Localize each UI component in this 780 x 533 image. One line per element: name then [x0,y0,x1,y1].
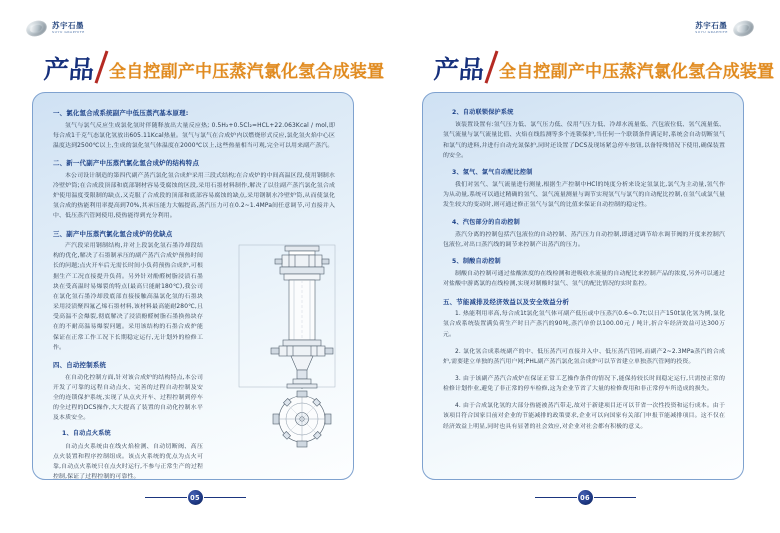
section-paragraph: 本公司设计制造的第四代副产蒸汽氯化氢合成炉采用三段式结构;在合成炉的中间高温区段,使用钢制水冷壁炉筒;在合成段顶部和底部钢材容易受腐蚀的区段,采用石墨材料制作,解决了以往副产蒸汽氯化氢合成炉使用温度受限制的缺点,又克服了合成段的顶部和底部容易腐蚀的缺点,采用钢制水冷壁炉筒,从而使氯化氢合成的热能利用率提高到70%,其承压能力大幅提高,蒸汽压力可在0.2~1.4MPa间任意调节,可直接并入中、低压蒸汽管网使用,使热能得到充分利用。 [53,172,335,220]
section-paragraph: 蒸汽分离的控制包括汽包液位的自动控制、蒸汽压力自动控制,即通过调节给水调节阀的开度来控制汽包液位,对出口蒸汽线的调节来控制产出蒸汽的压力。 [443,231,725,248]
brand-text [52,22,85,34]
section-heading: 4、汽包部分的自动控制 [452,218,520,226]
page-number-left [0,490,390,505]
section-heading: 一、氯化氢合成系统副产中低压蒸汽基本原理: [53,109,189,117]
section-heading: 三、副产中压蒸汽氯化氢合成炉的优缺点 [53,229,173,238]
brand-text [695,22,728,34]
section-heading: 5、制酸自动控制 [452,258,501,266]
section-heading: 2、自动联锁保护系统 [452,109,514,116]
company-logo-icon [24,18,49,39]
title-main: 产品 [42,55,96,84]
title-slash-icon [94,52,108,82]
right-page [390,0,780,533]
subsection-heading: 1、自动点火系统 [62,430,111,438]
synthesis-furnace-drawing [233,239,345,457]
section-block [443,219,725,251]
numbered-item: 4. 由于合成氯化氢的大部分热能被蒸汽带走,故对于新建项目还可以节省一次性投资和运行成本。由于该项目符合国家目前对企业的节能减排的政策要求,企业可以向国家有关部门申报节能减排项目。这不仅在经济效益上明显,同时也具有显著的社会效应,对企业对社会都有积极的意义。 [443,403,725,430]
brand-logo-right [695,16,754,40]
section-paragraph: 该装置设置有:氢气压力低、氯气压力低、仪用气压力低、冷却水流量低、汽包液位低、氢气流量低、氢气流量与氯气流量比值、火焰在线监测等多个连锁保护,当任何一个联锁条件满足时,系统会自动切断氢气和氯气的进料,并进行自动充氮保护,同时还设置了DCS及现场紧急停车按钮,以备特殊情况下使用,确保装置的安全。 [443,122,725,159]
section-block [443,258,725,290]
page-title-right [434,52,774,82]
section-heading: 五、节能减排及经济效益以及安全效益分析 [443,297,570,306]
company-logo-icon [731,18,756,39]
section-paragraph: 我们对氢气、氯气流量进行测量,根据生产控制中HCl的纯度分析来设定氢氯比,氯气为主动量,氢气作为从动量,系统可以通过精确的氢气、氯气流量测量与调节实现氢气与氯气的自动配比控制,在氢气或氯气量发生较大的变动时,则可通过修正氢气与氯气的比值来保证自动控制的稳定性。 [443,182,725,209]
page-number-badge: 05 [188,490,203,505]
section-paragraph: 氢气与氯气反应生成氯化氢时伴随释放出大量反应热; 0.5H₂+0.5Cl₂=HCL+22.063Kcal / mol,即每合成1千克气态氯化氢放出605.11Kcal热量。氢气与氯气在合成炉内以燃烧形式反应,氯化氢火焰中心区温度达到2500℃以上,生成的氯化氢气体温度在2000℃以上,这些热量相当可观,完全可以用来副产蒸汽。 [53,122,336,149]
title-slash-icon [484,52,498,82]
section-block [443,169,725,211]
section-heading: 四、自动控制系统 [53,360,107,369]
title-main: 产品 [432,55,486,84]
page-title-left [44,52,384,82]
section-paragraph: 在自动化控制方面,针对该合成炉的结构特点,本公司开发了可靠的远程自动点火、完善的过程自动控制及安全的连锁保护系统,实现了从点火开车、过程控制到停车的全过程的DCS操作,大大提高了装置的自动化控制水平及本质安全。 [53,374,203,422]
section-block [53,109,335,151]
brand-logo-left [26,16,85,40]
section-heading: 二、新一代副产中压蒸汽氯化氢合成炉的结构特点 [53,159,200,168]
content-panel-left [32,92,354,480]
section-block [53,159,335,221]
page-number-rule [535,497,577,498]
section-block [443,109,725,161]
section-paragraph: 制酸自动控制可通过盐酸浓度的在线检测和进吸收水流量的自动配比来控制产品的浓度,另外可以通过对盐酸中游离氯的在线检测,实现对制酸时氯气、氢气的配比情况的实时监控。 [443,271,725,288]
subsection-paragraph: 自动点火系统由在线火焰检测、自动切断阀、高压点火装置和程序控制组成。该点火系统的优点为点火可靠,自动点火系统只在点火时运行,不参与正常生产的过程控制,保证了过程控制的可靠性。 [53,443,203,480]
title-subtitle: 全自控副产中压蒸汽氯化氢合成装置 [109,62,385,82]
section-heading: 3、氢气、氯气自动配比控制 [452,168,533,176]
page-number-rule [204,497,246,498]
brand-name-cn: 苏宇石墨 [52,20,84,30]
brand-name-en: SUYU GRAPHITE [695,30,728,34]
numbered-item: 2. 氯化氢合成系统副产的中、低压蒸汽可直接并入中、低压蒸汽管网,而副产2~2.3MPa蒸汽的合成炉,需要建立单独的蒸汽用户网;PHL副产蒸汽氯化氢合成炉可以节省建立单独蒸汽管网的投资。 [443,348,725,365]
page-number-rule [594,497,636,498]
content-panel-right [422,92,744,480]
brand-name-en: SUYU GRAPHITE [52,30,85,34]
page-number-right [390,490,780,505]
section-paragraph: 产汽段采用钢制结构,并对上段氯化氢石墨冷却段结构的优化,解决了石墨制承压的副产蒸汽合成炉预热时间长的问题;点火开车后无需长时间小负荷预热合成炉,可根据生产工况直接提升负荷。另外针对酚醛树脂浸渍石墨块在受高温时易爆裂的特点(最高只能耐180℃),我公司在氯化氢石墨冷却段底部直接接触高温氯化氢的石墨块采用浸渍聚四氟乙烯石墨材料,该材料最高能耐280℃,且受高温不会爆裂,彻底解决了浸渍酚醛树脂石墨换热块存在的不耐高温易爆裂问题。采用该结构的石墨合成炉能保证在正常工作工况下长期稳定运行,无计划外的检修工作。 [53,243,203,351]
numbered-item: 1. 热能利用率高,每合成1t氯化氢气体可副产低压或中压蒸汽0.6~0.7t;以日产150t氯化氢为例,氯化氢合成系统装置满负荷生产时日产蒸汽的90吨,蒸汽单价以100.00元 / 吨计,折合年经济效益可达300万元。 [443,311,725,338]
page-number-badge: 06 [578,490,593,505]
page-number-rule [145,497,187,498]
section-block [443,298,725,432]
title-subtitle: 全自控副产中压蒸汽氯化氢合成装置 [499,62,775,82]
brand-name-cn: 苏宇石墨 [695,20,728,30]
numbered-item: 3. 由于该副产蒸汽合成炉在保证正常工艺操作条件的情况下,能保持较长时间稳定运行,只需按正常的检修计划作业,避免了非正常的停车检修,这为企业节省了大量的检修费用和非正常停车所造成的损失。 [443,376,725,393]
